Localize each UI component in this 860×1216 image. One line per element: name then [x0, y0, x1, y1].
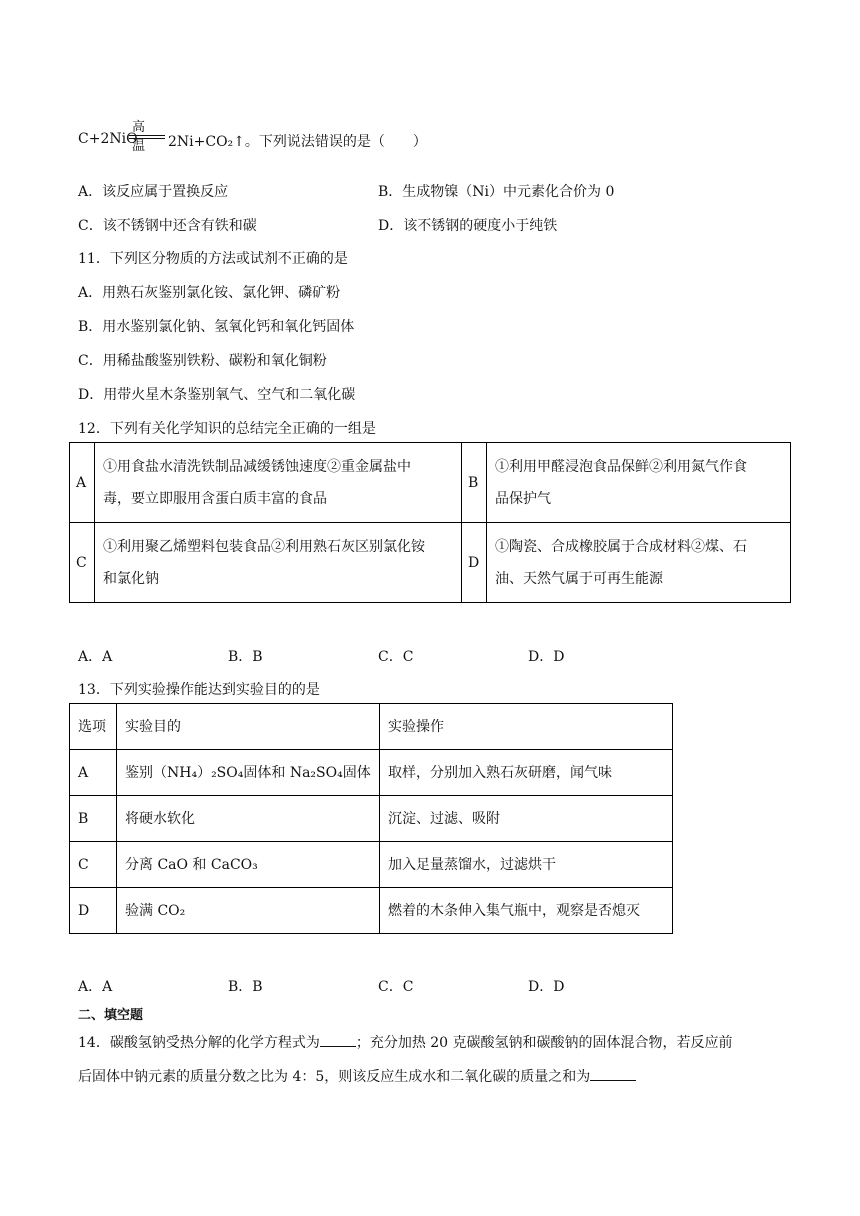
cell-key-c: C: [70, 523, 95, 603]
q14-line-1: [78, 1032, 733, 1052]
q10-option-d: D．该不锈钢的硬度小于纯铁: [378, 218, 558, 234]
cell-line: 油、天然气属于可再生能源: [495, 570, 663, 587]
table-header-row: [70, 704, 673, 750]
cell-line: 和氯化钠: [103, 570, 159, 587]
cell-content-c: [95, 523, 462, 603]
q11-stem: 11．下列区分物质的方法或试剂不正确的是: [78, 251, 348, 267]
q13-answer-a: A．A: [78, 979, 113, 995]
cell-content-b: [487, 443, 791, 523]
table-row: [70, 443, 791, 523]
row-operation: 取样，分别加入熟石灰研磨，闻气味: [380, 750, 673, 796]
q12-stem: 12．下列有关化学知识的总结完全正确的一组是: [78, 421, 376, 437]
q14-line-2: [78, 1066, 636, 1086]
q13-answer-c: C．C: [378, 979, 414, 995]
answer-blank[interactable]: [320, 1046, 356, 1047]
q12-answer-a: A．A: [78, 649, 113, 665]
table-row: [70, 842, 673, 888]
q14-text-b: ；充分加热 20 克碳酸氢钠和碳酸钠的固体混合物，若反应前: [355, 1035, 733, 1051]
row-purpose: 验满 CO₂: [117, 888, 380, 934]
q11-option-c: C．用稀盐酸鉴别铁粉、碳粉和氧化铜粉: [78, 353, 327, 369]
cell-key-a: A: [70, 443, 95, 523]
q11-option-a: A．用熟石灰鉴别氯化铵、氯化钾、磷矿粉: [78, 285, 341, 301]
cell-line: ①用食盐水清洗铁制品减缓锈蚀速度②重金属盐中: [103, 458, 411, 475]
cell-content-a: [95, 443, 462, 523]
q14-text-c: 后固体中钠元素的质量分数之比为 4：5，则该反应生成水和二氧化碳的质量之和为: [78, 1069, 591, 1085]
equals-line-bottom: [129, 138, 165, 139]
table-row: [70, 750, 673, 796]
answer-blank[interactable]: [590, 1080, 636, 1081]
q13-answer-b: B．B: [228, 979, 263, 995]
cell-line: ①利用聚乙烯塑料包装食品②利用熟石灰区别氯化铵: [103, 538, 425, 555]
row-purpose: 分离 CaO 和 CaCO₃: [117, 842, 380, 888]
cell-content-d: [487, 523, 791, 603]
header-purpose: 实验目的: [117, 704, 380, 750]
row-purpose: 将硬水软化: [117, 796, 380, 842]
q13-table: [69, 703, 673, 934]
row-option: B: [70, 796, 117, 842]
q11-option-d: D．用带火星木条鉴别氧气、空气和二氧化碳: [78, 387, 356, 403]
section-title: 二、填空题: [78, 1008, 144, 1023]
q12-table: [69, 442, 791, 603]
cell-line: ①利用甲醛浸泡食品保鲜②利用氮气作食: [495, 458, 747, 475]
row-operation: 燃着的木条伸入集气瓶中，观察是否熄灭: [380, 888, 673, 934]
row-option: D: [70, 888, 117, 934]
row-operation: 加入足量蒸馏水，过滤烘干: [380, 842, 673, 888]
table-row: [70, 523, 791, 603]
q13-answer-d: D．D: [528, 979, 565, 995]
header-option: 选项: [70, 704, 117, 750]
cell-key-b: B: [462, 443, 487, 523]
row-purpose: 鉴别（NH₄）₂SO₄固体和 Na₂SO₄固体: [117, 750, 380, 796]
equation-left: C+2NiO: [78, 131, 138, 147]
cell-key-d: D: [462, 523, 487, 603]
table-row: [70, 888, 673, 934]
q12-answer-d: D．D: [528, 649, 565, 665]
header-operation: 实验操作: [380, 704, 673, 750]
cell-line: 品保护气: [495, 490, 551, 507]
reaction-condition: 高温: [132, 120, 146, 154]
q10-option-a: A．该反应属于置换反应: [78, 184, 229, 200]
q10-option-c: C．该不锈钢中还含有铁和碳: [78, 218, 257, 234]
equals-line-top: [129, 135, 165, 136]
cell-line: 毒，要立即服用含蛋白质丰富的食品: [103, 490, 327, 507]
cell-line: ①陶瓷、合成橡胶属于合成材料②煤、石: [495, 538, 747, 555]
table-row: [70, 796, 673, 842]
row-operation: 沉淀、过滤、吸附: [380, 796, 673, 842]
q12-answer-b: B．B: [228, 649, 263, 665]
row-option: A: [70, 750, 117, 796]
q13-stem: 13．下列实验操作能达到实验目的的是: [78, 682, 320, 698]
q11-option-b: B．用水鉴别氯化钠、氢氧化钙和氧化钙固体: [78, 319, 355, 335]
q10-option-b: B．生成物镍（Ni）中元素化合价为 0: [378, 184, 615, 200]
equation-right: 2Ni+CO₂↑。下列说法错误的是（ ）: [168, 134, 427, 150]
row-option: C: [70, 842, 117, 888]
q14-text-a: 14．碳酸氢钠受热分解的化学方程式为: [78, 1035, 320, 1051]
q12-answer-c: C．C: [378, 649, 414, 665]
